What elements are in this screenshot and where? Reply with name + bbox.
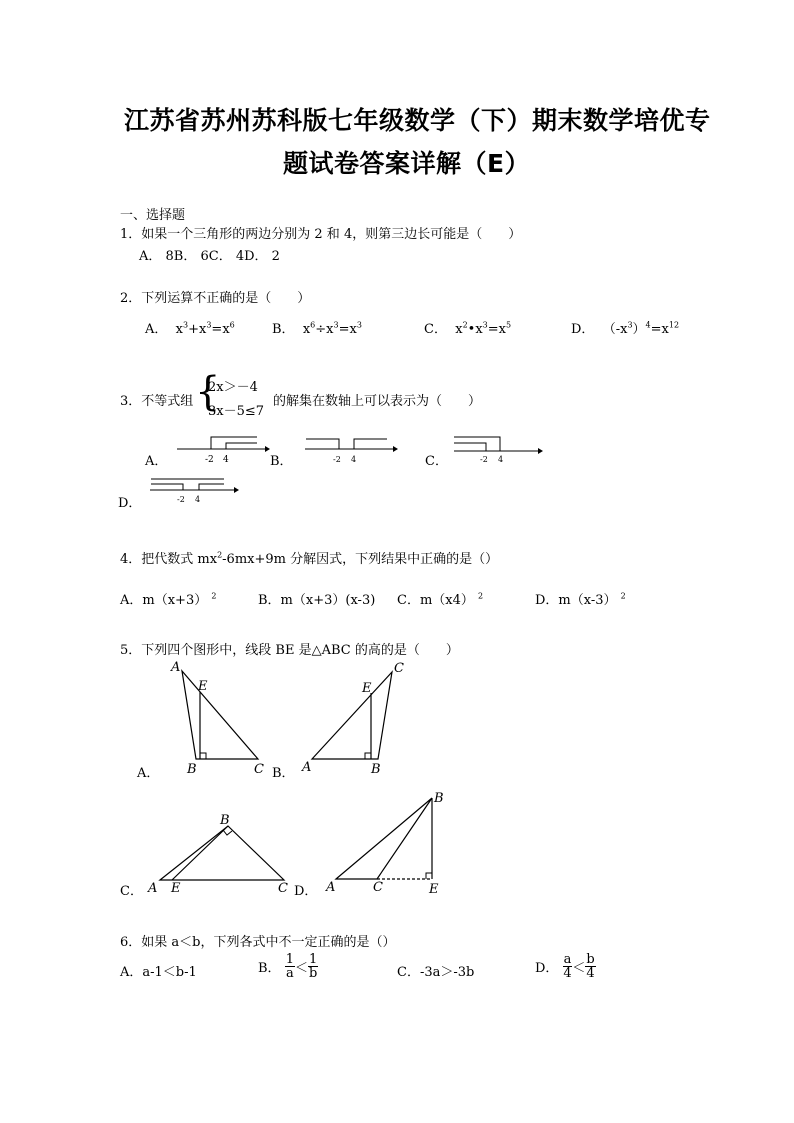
q4-c-exp: 2 [478, 591, 484, 601]
q2-b-e3: 3 [356, 320, 362, 330]
q3-a-tick2: 4 [223, 455, 229, 465]
q2-a-e1: 3 [183, 320, 189, 330]
q4-option-d [535, 589, 626, 608]
q5-c-pt-b: B [220, 813, 230, 828]
q5-figure-d [322, 786, 452, 898]
q4-d-exp: 2 [620, 591, 626, 601]
q5-a-pt-e: E [198, 679, 208, 694]
page-title-line1: 江苏省苏州苏科版七年级数学（下）期末数学培优专 [124, 106, 711, 135]
q3-ineq-2: 3x－5≤7 [208, 404, 265, 419]
q3-brace: { [195, 369, 221, 415]
q3-numberline-c [452, 432, 544, 468]
q6-option-d [535, 953, 596, 980]
q2-b-op: ÷x [315, 322, 334, 337]
q5-d-pt-b: B [434, 791, 444, 806]
q3-label-b: B． [270, 454, 293, 469]
q2-b-label: B． [272, 322, 295, 337]
q5-b-pt-a: A [302, 760, 312, 775]
q4-stem-post: -6mx+9m 分解因式，下列结果中正确的是（） [222, 552, 499, 567]
q5-label-b: B． [272, 766, 295, 781]
q5-c-pt-c: C [278, 881, 288, 896]
q2-d-close: ） [632, 322, 646, 337]
q2-d-e1: 3 [627, 320, 633, 330]
q5-figure-a [165, 656, 275, 778]
q2-option-c [424, 318, 511, 337]
q4-option-a [120, 589, 216, 608]
q6-d-den2: 4 [586, 966, 595, 981]
q5-a-pt-b: B [187, 762, 197, 777]
q6-d-frac1 [563, 953, 573, 980]
q6-d-num2: b [586, 952, 595, 967]
q6-b-num2: 1 [309, 952, 318, 967]
q6-d-rel: ＜ [572, 961, 586, 976]
q5-stem: 5．下列四个图形中，线段 BE 是△ABC 的高的是（ ） [120, 643, 459, 658]
q6-option-a: A．a-1＜b-1 [120, 965, 197, 980]
q2-c-x1: x [455, 322, 463, 337]
q2-b-e1: 6 [310, 320, 316, 330]
q5-label-a: A． [137, 766, 160, 781]
q4-stem-pre: 4．把代数式 mx [120, 552, 218, 567]
q2-a-label: A． [145, 322, 168, 337]
q2-d-e2: 4 [645, 320, 651, 330]
q6-b-frac1 [285, 953, 295, 980]
q1-options: A． 8B． 6C． 4D． 2 [139, 249, 280, 264]
q3-c-tick2: 4 [498, 455, 504, 464]
q2-c-op: •x [467, 322, 483, 337]
q5-d-pt-e: E [429, 882, 439, 897]
q6-d-frac2 [585, 953, 595, 980]
q2-option-a [145, 318, 235, 337]
q2-c-e2: 3 [482, 320, 488, 330]
q2-a-e2: 3 [206, 320, 212, 330]
q2-stem: 2．下列运算不正确的是（ ） [120, 291, 311, 306]
q5-d-pt-a: A [326, 880, 336, 895]
q4-stem-exp: 2 [217, 550, 223, 560]
q3-a-tick1: -2 [205, 455, 214, 465]
q3-numberline-b [303, 432, 398, 468]
q6-d-den1: 4 [563, 966, 572, 981]
q5-b-pt-e: E [362, 681, 372, 696]
q2-a-op: +x [188, 322, 207, 337]
q2-d-eq: =x [650, 322, 669, 337]
q6-option-c: C．-3a＞-3b [397, 965, 475, 980]
q5-label-c: C． [120, 884, 143, 899]
q3-label-c: C． [425, 454, 448, 469]
q6-option-b [258, 953, 318, 980]
q5-figure-b [298, 656, 413, 778]
q2-c-e1: 2 [462, 320, 468, 330]
q5-figure-c [146, 812, 296, 898]
page-title-line2: 题试卷答案详解（E） [283, 149, 531, 178]
q5-b-pt-b: B [371, 762, 381, 777]
q5-b-pt-c: C [394, 661, 404, 676]
q6-stem: 6．如果 a＜b，下列各式中不一定正确的是（） [120, 935, 396, 950]
q6-b-den1: a [285, 966, 294, 981]
q6-b-label: B． [258, 961, 281, 976]
q2-option-b [272, 318, 362, 337]
q4-stem [120, 548, 498, 567]
q4-a-text: A．m（x+3） [120, 593, 208, 608]
q6-b-den2: b [308, 966, 318, 981]
q4-a-exp: 2 [211, 591, 217, 601]
q3-d-tick1: -2 [177, 495, 185, 504]
q3-label-d: D． [118, 496, 142, 511]
q2-c-e3: 5 [505, 320, 512, 330]
q3-c-tick1: -2 [480, 455, 488, 464]
q3-numberline-d [148, 474, 240, 506]
q3-ineq-1: 2x＞－4 [208, 380, 258, 395]
q2-d-label: D． [571, 322, 595, 337]
q2-d-pre: （-x [602, 322, 628, 337]
q2-d-e3: 12 [668, 320, 680, 330]
q2-a-e3: 6 [229, 320, 235, 330]
q3-b-tick2: 4 [351, 455, 357, 464]
q4-option-c [397, 589, 483, 608]
q2-c-label: C． [424, 322, 447, 337]
q1-stem: 1．如果一个三角形的两边分别为 2 和 4，则第三边长可能是（ ） [120, 227, 522, 242]
q3-stem-post: 的解集在数轴上可以表示为（ ） [273, 394, 482, 409]
q4-option-b: B．m（x+3）(x-3) [258, 593, 376, 608]
q3-numberline-a [175, 432, 270, 468]
q3-b-tick1: -2 [333, 455, 341, 464]
q5-label-d: D． [294, 884, 318, 899]
q2-a-x1: x [175, 322, 183, 337]
q3-label-a: A． [145, 454, 168, 469]
q2-a-eq: =x [211, 322, 230, 337]
q6-b-frac2 [308, 953, 318, 980]
q5-d-pt-c: C [373, 880, 383, 895]
q3-d-tick2: 4 [195, 495, 201, 504]
q3-stem-pre: 3．不等式组 [120, 394, 194, 409]
section-heading: 一、选择题 [120, 208, 186, 223]
q6-b-rel: ＜ [294, 961, 308, 976]
q2-b-x1: x [302, 322, 311, 337]
q6-d-label: D． [535, 961, 559, 976]
q2-b-e2: 3 [333, 320, 339, 330]
q2-option-d [571, 318, 679, 337]
q2-b-eq: =x [338, 322, 357, 337]
q5-a-pt-a: A [171, 660, 181, 675]
q5-c-pt-a: A [148, 881, 158, 896]
q4-c-text: C．m（x4） [397, 593, 474, 608]
q6-b-num1: 1 [285, 952, 294, 967]
q2-c-eq: =x [487, 322, 506, 337]
q4-d-text: D．m（x-3） [535, 593, 617, 608]
q6-d-num1: a [563, 952, 572, 967]
q5-a-pt-c: C [254, 762, 264, 777]
q5-c-pt-e: E [171, 881, 181, 896]
